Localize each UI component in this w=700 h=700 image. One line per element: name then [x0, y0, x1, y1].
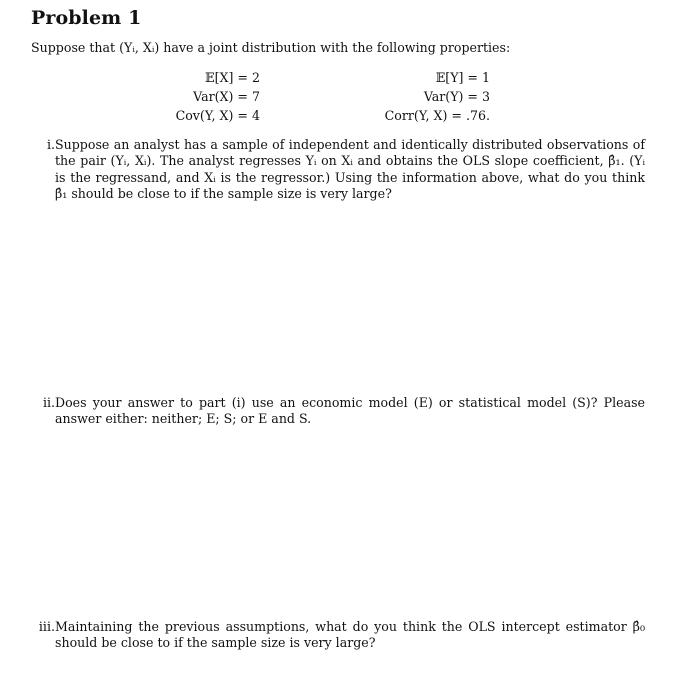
problem-title: Problem 1 [31, 7, 142, 29]
equation-corr-yx: Corr(Y, X) = .76. [384, 108, 490, 123]
question-text: Maintaining the previous assumptions, what do you think the OLS intercept estimator β̂₀ should be close to if the sample size is very large? [55, 619, 645, 651]
question-text: Suppose an analyst has a sample of independent and identically distributed observations of the pair (Yᵢ, Xᵢ). The analyst regresses Yᵢ on Xᵢ and obtains the OLS slope coefficient, β̂₁. (Yᵢ is the regressand, and Xᵢ is the regressor.) Using the information above, what do you think β̂₁ should be close to if the sample size is very large? [55, 137, 645, 201]
intro-text: Suppose that (Yᵢ, Xᵢ) have a joint distribution with the following properties: [31, 40, 511, 55]
question-number: ii. [42, 395, 55, 410]
equation-expected-y: 𝔼[Y] = 1 [435, 70, 490, 85]
question-number: i. [46, 137, 55, 152]
question-text: Does your answer to part (i) use an economic model (E) or statistical model (S)? Please answer either: neither; E; S; or E and S. [55, 395, 645, 427]
question-iii [31, 619, 645, 652]
equations-left-column [176, 70, 260, 127]
question-number: iii. [38, 619, 55, 634]
equation-cov-yx: Cov(Y, X) = 4 [175, 108, 260, 123]
question-ii [31, 395, 645, 428]
equation-var-x: Var(X) = 7 [193, 89, 260, 104]
equation-var-y: Var(Y) = 3 [423, 89, 490, 104]
equation-expected-x: 𝔼[X] = 2 [205, 70, 260, 85]
question-i [31, 137, 645, 202]
equations-right-column [385, 70, 490, 127]
